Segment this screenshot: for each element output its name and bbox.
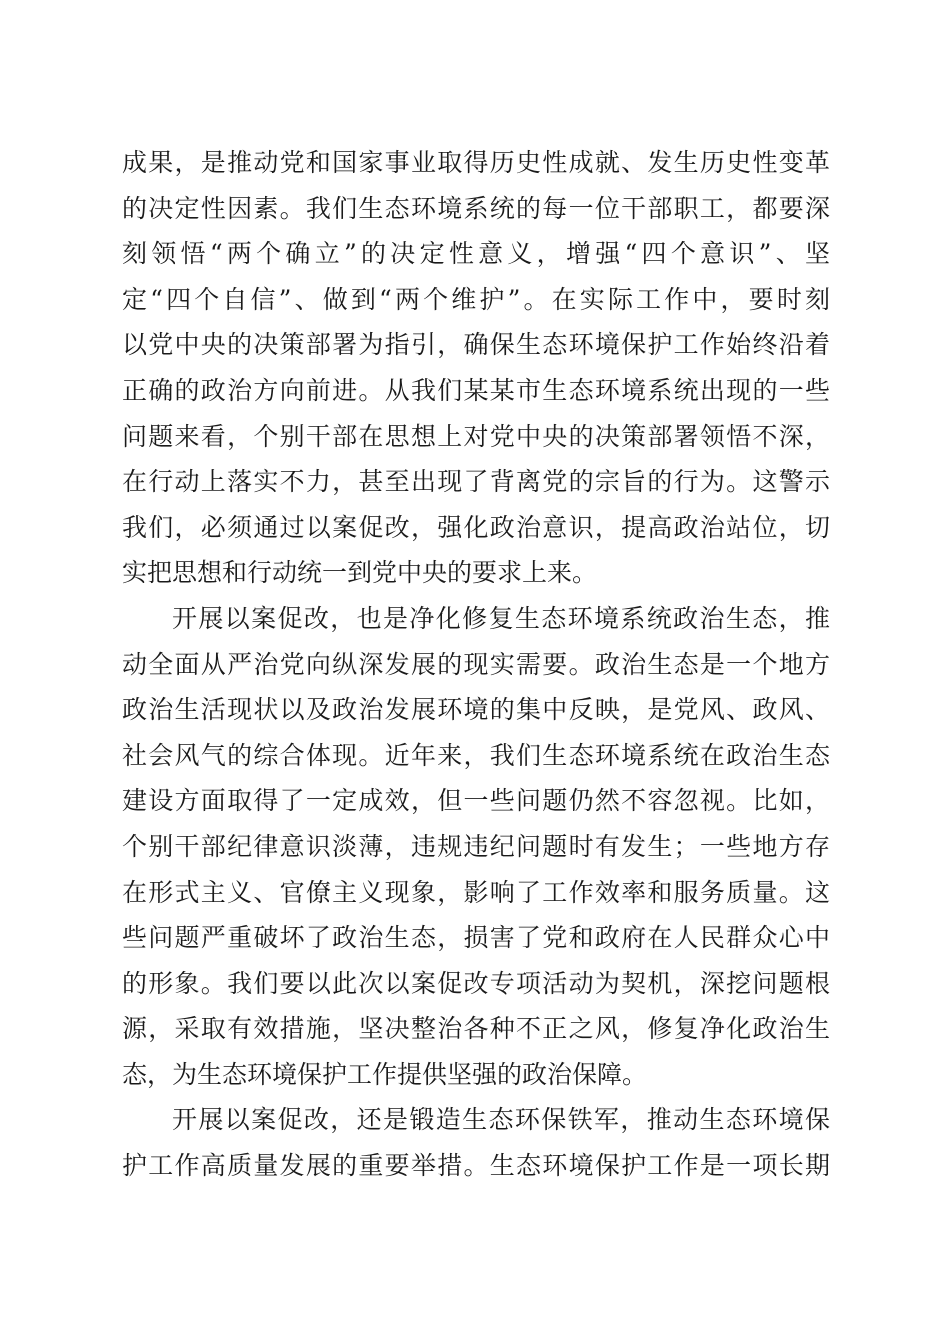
text-line: 在行动上落实不力，甚至出现了背离党的宗旨的行为。这警示 <box>122 467 830 497</box>
text-line: 动全面从严治党向纵深发展的现实需要。政治生态是一个地方 <box>122 649 830 679</box>
text-line: 开展以案促改，还是锻造生态环保铁军，推动生态环境保 <box>172 1105 830 1135</box>
text-line: 实把思想和行动统一到党中央的要求上来。 <box>122 558 598 588</box>
paragraph <box>122 140 830 596</box>
text-line: 刻领悟“两个确立”的决定性意义，增强“四个意识”、坚 <box>122 239 830 269</box>
paragraph <box>122 596 830 1098</box>
text-line: 些问题严重破坏了政治生态，损害了党和政府在人民群众心中 <box>122 923 830 953</box>
text-line: 以党中央的决策部署为指引，确保生态环境保护工作始终沿着 <box>122 330 830 360</box>
text-line: 开展以案促改，也是净化修复生态环境系统政治生态，推 <box>172 603 830 633</box>
document-body <box>122 140 830 1189</box>
text-line: 护工作高质量发展的重要举措。生态环境保护工作是一项长期 <box>122 1151 830 1181</box>
text-line: 建设方面取得了一定成效，但一些问题仍然不容忽视。比如， <box>122 786 830 816</box>
text-line: 社会风气的综合体现。近年来，我们生态环境系统在政治生态 <box>122 740 830 770</box>
text-line: 在形式主义、官僚主义现象，影响了工作效率和服务质量。这 <box>122 877 830 907</box>
text-line: 的形象。我们要以此次以案促改专项活动为契机，深挖问题根 <box>122 968 830 998</box>
text-line: 个别干部纪律意识淡薄，违规违纪问题时有发生；一些地方存 <box>122 831 830 861</box>
text-line: 政治生活现状以及政治发展环境的集中反映，是党风、政风、 <box>122 695 830 725</box>
text-line: 成果，是推动党和国家事业取得历史性成就、发生历史性变革 <box>122 148 830 177</box>
text-line: 源，采取有效措施，坚决整治各种不正之风，修复净化政治生 <box>122 1014 830 1044</box>
text-line: 我们，必须通过以案促改，强化政治意识，提高政治站位，切 <box>122 512 830 542</box>
text-line: 的决定性因素。我们生态环境系统的每一位干部职工，都要深 <box>122 193 830 223</box>
paragraph <box>122 1097 830 1188</box>
text-line: 定“四个自信”、做到“两个维护”。在实际工作中，要时刻 <box>122 284 830 314</box>
text-line: 态，为生态环境保护工作提供坚强的政治保障。 <box>122 1059 648 1089</box>
text-line: 问题来看，个别干部在思想上对党中央的决策部署领悟不深， <box>122 421 830 451</box>
text-line: 正确的政治方向前进。从我们某某市生态环境系统出现的一些 <box>122 375 830 405</box>
